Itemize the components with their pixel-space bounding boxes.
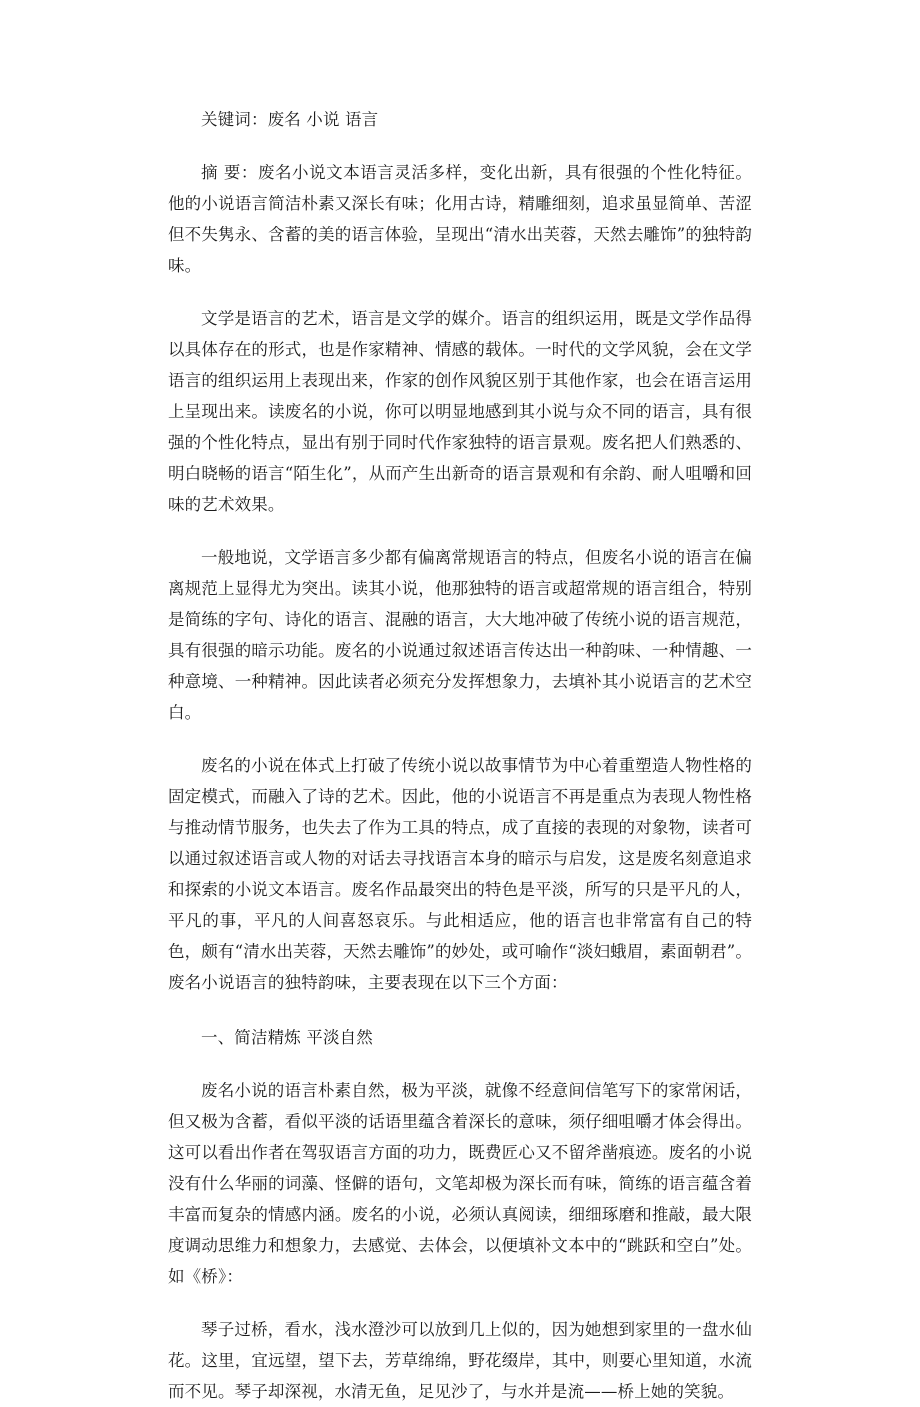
abstract-paragraph: 摘 要：废名小说文本语言灵活多样，变化出新，具有很强的个性化特征。他的小说语言简洁朴素又深长有味；化用古诗，精雕细刻，追求虽显简单、苦涩但不失隽永、含蓄的美的语言体验，呈现出“清水出芙蓉，天然去雕饰”的独特韵味。 [168,163,752,275]
quoted-excerpt-qiao: 琴子过桥，看水，浅水澄沙可以放到几上似的，因为她想到家里的一盘水仙花。这里，宜远望，望下去，芳草绵绵，野花缀岸，其中，则要心里知道，水流而不见。琴子却深视，水清无鱼，足见沙了，与水并是流——桥上她的笑貌。 [168,1320,752,1401]
body-paragraph-1: 文学是语言的艺术，语言是文学的媒介。语言的组织运用，既是文学作品得以具体存在的形式，也是作家精神、情感的载体。一时代的文学风貌，会在文学语言的组织运用上表现出来，作家的创作风貌区别于其他作家，也会在语言运用上呈现出来。读废名的小说，你可以明显地感到其小说与众不同的语言，具有很强的个性化特点，显出有别于同时代作家独特的语言景观。废名把人们熟悉的、明白晓畅的语言“陌生化”，从而产生出新奇的语言景观和有余韵、耐人咀嚼和回味的艺术效果。 [168,309,752,514]
keywords-line: 关键词：废名 小说 语言 [201,110,379,129]
section-heading-1: 一、简洁精炼 平淡自然 [201,1028,373,1047]
document-text-body [168,104,752,1407]
body-paragraph-2: 一般地说，文学语言多少都有偏离常规语言的特点，但废名小说的语言在偏离规范上显得尤为突出。读其小说，他那独特的语言或超常规的语言组合，特别是简练的字句、诗化的语言、混融的语言，大大地冲破了传统小说的语言规范，具有很强的暗示功能。废名的小说通过叙述语言传达出一种韵味、一种情趣、一种意境、一种精神。因此读者必须充分发挥想象力，去填补其小说语言的艺术空白。 [168,548,752,722]
body-paragraph-4: 废名小说的语言朴素自然，极为平淡，就像不经意间信笔写下的家常闲话，但又极为含蓄，看似平淡的话语里蕴含着深长的意味，须仔细咀嚼才体会得出。这可以看出作者在驾驭语言方面的功力，既费匠心又不留斧凿痕迹。废名的小说没有什么华丽的词藻、怪僻的语句，文笔却极为深长而有味，简练的语言蕴含着丰富而复杂的情感内涵。废名的小说，必须认真阅读，细细琢磨和推敲，最大限度调动思维力和想象力，去感觉、去体会，以便填补文本中的“跳跃和空白”处。如《桥》： [168,1081,752,1286]
body-paragraph-3: 废名的小说在体式上打破了传统小说以故事情节为中心着重塑造人物性格的固定模式，而融入了诗的艺术。因此，他的小说语言不再是重点为表现人物性格与推动情节服务，也失去了作为工具的特点，成了直接的表现的对象物，读者可以通过叙述语言或人物的对话去寻找语言本身的暗示与启发，这是废名刻意追求和探索的小说文本语言。废名作品最突出的特色是平淡，所写的只是平凡的人，平凡的事，平凡的人间喜怒哀乐。与此相适应，他的语言也非常富有自己的特色，颇有“清水出芙蓉，天然去雕饰”的妙处，或可喻作“淡妇蛾眉，素面朝君”。废名小说语言的独特韵味，主要表现在以下三个方面： [168,756,752,992]
